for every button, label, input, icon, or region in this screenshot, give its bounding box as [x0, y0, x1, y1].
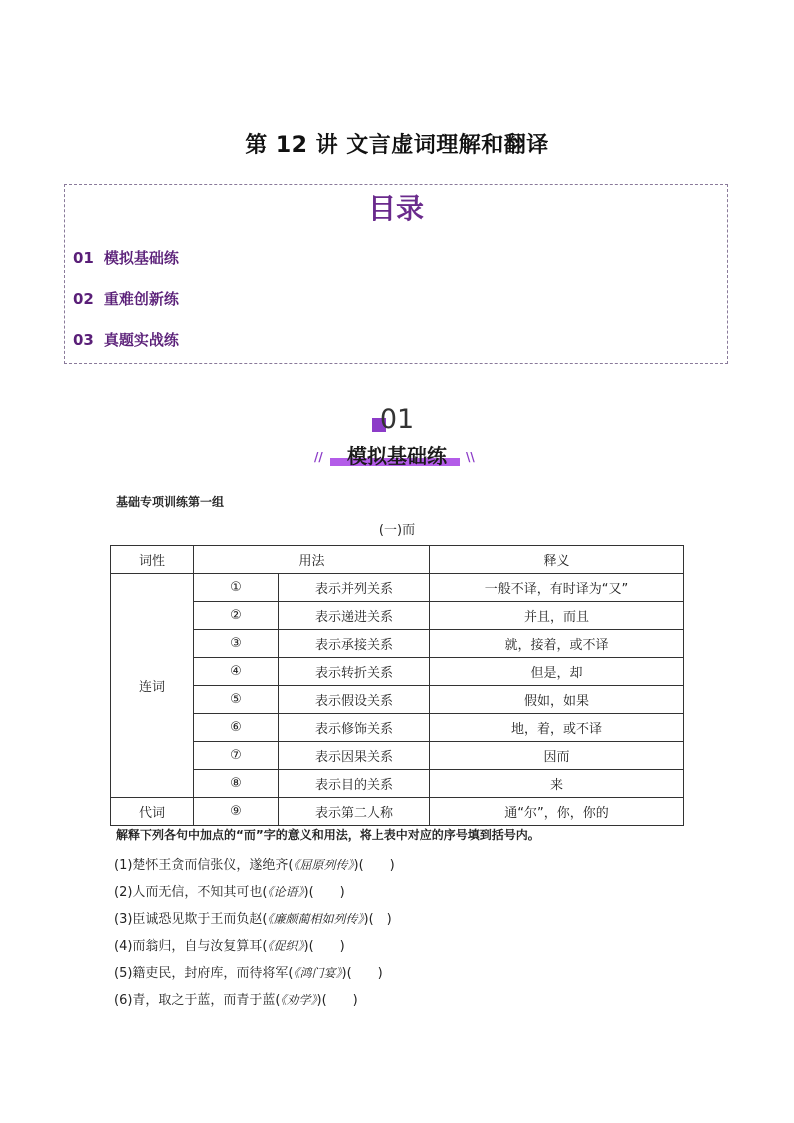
table-row — [111, 658, 684, 686]
usage-cell: 表示第二人称 — [279, 798, 430, 826]
header-usage: 用法 — [194, 546, 430, 574]
pos-cell: 连词 — [111, 574, 194, 798]
question-text: (2)人而无信，不知其可也( — [114, 885, 268, 900]
usage-cell: 表示递进关系 — [279, 602, 430, 630]
header-pos: 词性 — [111, 546, 194, 574]
exercise-subheading: 基础专项训练第一组 — [116, 495, 225, 509]
table-row — [111, 798, 684, 826]
question-item — [114, 908, 392, 927]
meaning-cell: 假如，如果 — [430, 686, 684, 714]
toc-item-number: 01 — [73, 249, 94, 267]
question-item — [114, 881, 345, 900]
toc-item — [73, 329, 179, 350]
meaning-cell: 就，接着，或不译 — [430, 630, 684, 658]
answer-blank: )( ) — [303, 939, 345, 954]
question-source: 《论语》 — [267, 885, 304, 899]
table-row — [111, 770, 684, 798]
meaning-cell: 并且，而且 — [430, 602, 684, 630]
question-text: (5)籍吏民，封府库，而待将军( — [114, 966, 294, 981]
section-banner — [0, 440, 794, 470]
answer-blank: )( ) — [316, 993, 358, 1008]
table-caption: (一)而 — [378, 523, 416, 538]
header-meaning: 释义 — [430, 546, 684, 574]
left-slash-decoration: // — [314, 450, 323, 464]
answer-blank: )( ) — [363, 912, 392, 927]
question-item — [114, 854, 395, 873]
table-header-row — [111, 546, 684, 574]
question-source: 《促织》 — [267, 939, 304, 953]
question-text: (1)楚怀王贪而信张仪，遂绝齐( — [114, 858, 294, 873]
usage-cell: 表示假设关系 — [279, 686, 430, 714]
meaning-cell: 因而 — [430, 742, 684, 770]
toc-item — [73, 247, 179, 268]
usage-cell: 表示转折关系 — [279, 658, 430, 686]
usage-table — [110, 545, 684, 826]
num-cell: ③ — [194, 630, 279, 658]
meaning-cell: 地，着，或不译 — [430, 714, 684, 742]
toc-item-label: 真题实战练 — [103, 331, 179, 349]
usage-cell: 表示因果关系 — [279, 742, 430, 770]
question-text: (3)臣诚恐见欺于王而负赵( — [114, 912, 268, 927]
table-row — [111, 630, 684, 658]
num-cell: ⑨ — [194, 798, 279, 826]
num-cell: ⑤ — [194, 686, 279, 714]
toc-heading: 目录 — [367, 192, 424, 225]
num-cell: ④ — [194, 658, 279, 686]
question-item — [114, 989, 358, 1008]
question-item — [114, 962, 383, 981]
instruction-text: 解释下列各句中加点的“而”字的意义和用法，将上表中对应的序号填到括号内。 — [116, 828, 540, 842]
question-source: 《劝学》 — [280, 993, 317, 1007]
num-cell: ⑥ — [194, 714, 279, 742]
toc-item-number: 03 — [73, 331, 94, 349]
toc-item — [73, 288, 179, 309]
num-cell: ① — [194, 574, 279, 602]
num-cell: ② — [194, 602, 279, 630]
usage-cell: 表示承接关系 — [279, 630, 430, 658]
toc-item-label: 模拟基础练 — [103, 249, 179, 267]
usage-cell: 表示目的关系 — [279, 770, 430, 798]
table-row — [111, 714, 684, 742]
question-source: 《鸿门宴》 — [293, 966, 342, 980]
table-row — [111, 742, 684, 770]
num-cell: ⑧ — [194, 770, 279, 798]
answer-blank: )( ) — [303, 885, 345, 900]
usage-cell: 表示修饰关系 — [279, 714, 430, 742]
table-row — [111, 574, 684, 602]
question-item — [114, 935, 345, 954]
pos-cell: 代词 — [111, 798, 194, 826]
question-text: (6)青，取之于蓝，而青于蓝( — [114, 993, 281, 1008]
meaning-cell: 来 — [430, 770, 684, 798]
answer-blank: )( ) — [353, 858, 395, 873]
section-title: 模拟基础练 — [347, 444, 447, 468]
meaning-cell: 但是，却 — [430, 658, 684, 686]
num-cell: ⑦ — [194, 742, 279, 770]
toc-item-number: 02 — [73, 290, 94, 308]
right-slash-decoration: \\ — [466, 450, 475, 464]
question-source: 《屈原列传》 — [293, 858, 354, 872]
toc-item-label: 重难创新练 — [103, 290, 179, 308]
meaning-cell: 通“尔”，你，你的 — [430, 798, 684, 826]
page-title: 第 12 讲 文言虚词理解和翻译 — [245, 133, 549, 158]
table-row — [111, 602, 684, 630]
table-row — [111, 686, 684, 714]
usage-cell: 表示并列关系 — [279, 574, 430, 602]
question-text: (4)而翁归，自与汝复算耳( — [114, 939, 268, 954]
table-of-contents — [64, 184, 728, 364]
section-number: 01 — [379, 404, 415, 435]
question-source: 《廉颇蔺相如列传》 — [267, 912, 364, 926]
answer-blank: )( ) — [341, 966, 383, 981]
meaning-cell: 一般不译，有时译为“又” — [430, 574, 684, 602]
